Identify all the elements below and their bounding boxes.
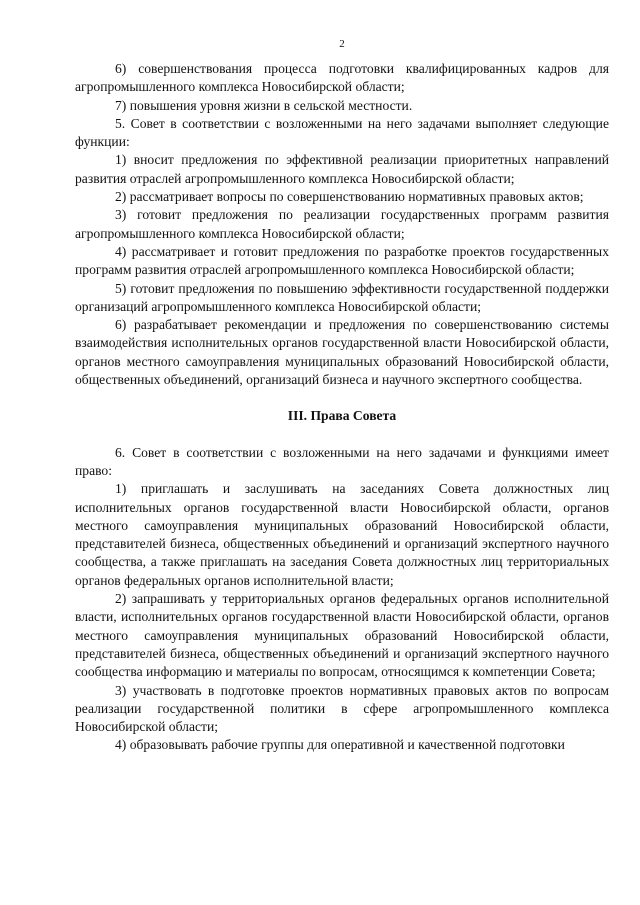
paragraph: 2) запрашивать у территориальных органов федеральных органов исполнительной власти, исполнительных органов государственной власти Новосибирской области, органов местного самоуправления муниципальных образований Новосибирской области, представителей бизнеса, общественных объединений и организаций экспертного научного сообщества информацию и материалы по вопросам, относящимся к компетенции Совета; bbox=[75, 591, 609, 680]
paragraph: 6) совершенствования процесса подготовки квалифицированных кадров для агропромышленного комплекса Новосибирской области; bbox=[75, 61, 609, 95]
paragraph: 1) вносит предложения по эффективной реализации приоритетных направлений развития отраслей агропромышленного комплекса Новосибирской области; bbox=[75, 152, 609, 186]
paragraph: 5. Совет в соответствии с возложенными на него задачами выполняет следующие функции: bbox=[75, 115, 609, 150]
section-heading: III. Права Совета bbox=[287, 408, 397, 424]
paragraph: 6. Совет в соответствии с возложенными на него задачами и функциями имеет право: bbox=[75, 444, 609, 478]
paragraph: 4) рассматривает и готовит предложения по разработке проектов государственных программ развития отраслей агропромышленного комплекса Новосибирской области; bbox=[75, 243, 609, 278]
paragraph: 3) готовит предложения по реализации государственных программ развития агропромышленного комплекса Новосибирской области; bbox=[75, 207, 609, 241]
paragraph: 2) рассматривает вопросы по совершенствованию нормативных правовых актов; bbox=[115, 189, 584, 205]
paragraph: 6) разрабатывает рекомендации и предложения по совершенствованию системы взаимодействия исполнительных органов государственной власти Новосибирской области, органов местного самоуправления муниципальных образований Новосибирской области, общественных объединений, организаций бизнеса и научного экспертного сообщества. bbox=[75, 317, 609, 388]
paragraph: 4) образовывать рабочие группы для оперативной и качественной подготовки bbox=[115, 737, 565, 753]
spacer bbox=[75, 426, 609, 444]
spacer bbox=[75, 389, 609, 407]
paragraph: 1) приглашать и заслушивать на заседаниях Совета должностных лиц исполнительных органов государственной власти Новосибирской области, органов местного самоуправления муниципальных образований Новосибирской области, представителей бизнеса, общественных объединений и организаций экспертного научного сообщества, а также приглашать на заседания Совета должностных лиц территориальных органов федеральных органов исполнительной власти; bbox=[75, 481, 609, 588]
page-number: 2 bbox=[339, 38, 345, 50]
document-body bbox=[75, 60, 609, 755]
paragraph: 7) повышения уровня жизни в сельской местности. bbox=[115, 97, 413, 113]
paragraph: 5) готовит предложения по повышению эффективности государственной поддержки организаций агропромышленного комплекса Новосибирской области; bbox=[75, 280, 609, 314]
paragraph: 3) участвовать в подготовке проектов нормативных правовых актов по вопросам реализации государственной политики в сфере агропромышленного комплекса Новосибирской области; bbox=[75, 682, 609, 735]
